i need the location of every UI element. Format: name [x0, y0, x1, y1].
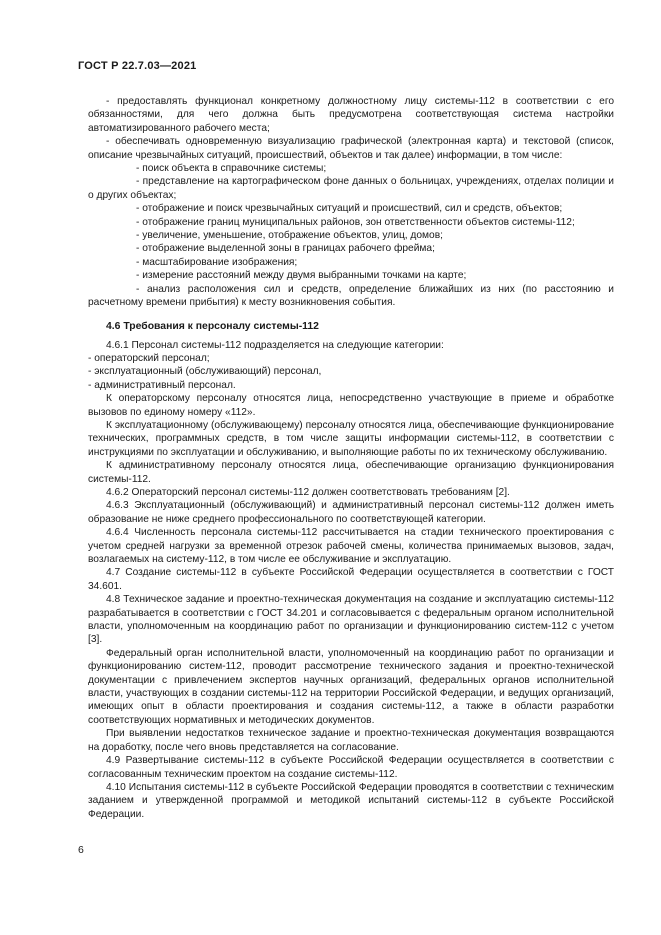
paragraph: - обеспечивать одновременную визуализацию графической (электронная карта) и текстовой (список, описание чрезвычайных ситуаций, происшествий, объектов и так далее) информации, в том числе: [88, 136, 614, 161]
list-item: - представление на картографическом фоне данных о больницах, учреждениях, отделах полиции и о других объектах; [88, 176, 614, 201]
paragraph: 4.8 Техническое задание и проектно-техническая документация на создание и эксплуатацию системы-112 разрабатывается в соответствии с ГОСТ 34.201 и согласовывается с федеральным органом исполнительной власти, уполномоченным на координацию работ по организации и функционированию систем-112 с учетом [3]. [88, 594, 614, 646]
paragraph: Федеральный орган исполнительной власти, уполномоченный на координацию работ по организации и функционированию систем-112, проводит рассмотрение технического задания и проектно-технической документации с привлечением экспертов научных организаций, федеральных органов исполнительной власти, участвующих в создании системы-112 на территории Российской Федерации, и ведущих организаций, имеющих опыт в области проектирования и создания системы-112, а также в области разработки соответствующих нормативных и методических документов. [88, 647, 614, 726]
list-item: - анализ расположения сил и средств, определение ближайших из них (по расстоянию и расчетному времени прибытия) к месту возникновения события. [88, 283, 614, 309]
list-item: - увеличение, уменьшение, отображение объектов, улиц, домов; [136, 230, 443, 242]
section-heading: 4.6 Требования к персоналу системы-112 [106, 320, 319, 332]
paragraph: 4.6.1 Персонал системы-112 подразделяется на следующие категории: [106, 339, 444, 351]
list-item: - отображение выделенной зоны в границах рабочего фрейма; [136, 243, 435, 255]
paragraph: При выявлении недостатков техническое задание и проектно-техническая документация возвращаются на доработку, после чего вновь представляется на согласование. [88, 728, 614, 753]
paragraph: К административному персоналу относятся лица, обеспечивающие организацию функционирования системы-112. [88, 460, 614, 485]
list-item: - административный персонал. [88, 379, 236, 391]
paragraph: 4.6.3 Эксплуатационный (обслуживающий) и административный персонал системы-112 должен иметь образование не ниже среднего профессионального по соответствующей категории. [88, 500, 614, 525]
paragraph: 4.10 Испытания системы-112 в субъекте Российской Федерации проводятся в соответствии с техническим заданием и утвержденной программой и методикой испытаний системы-112 в субъекте Российской Федерации. [88, 781, 614, 820]
paragraph: 4.6.2 Операторский персонал системы-112 должен соответствовать требованиям [2]. [106, 486, 510, 498]
document-body [88, 95, 614, 821]
list-item: - поиск объекта в справочнике системы; [136, 163, 327, 175]
paragraph: 4.9 Развертывание системы-112 в субъекте Российской Федерации осуществляется в соответствии с согласованным техническим проектом на создание системы-112. [88, 755, 614, 780]
list-item: - измерение расстояний между двумя выбранными точками на карте; [136, 270, 467, 282]
paragraph: К операторскому персоналу относятся лица, непосредственно участвующие в приеме и обработке вызовов по единому номеру «112». [88, 393, 614, 418]
page-number: 6 [78, 844, 84, 856]
list-item: - отображение границ муниципальных районов, зон ответственности объектов системы-112; [136, 216, 575, 228]
paragraph: - предоставлять функционал конкретному должностному лицу системы-112 в соответствии с его обязанностями, для чего должна быть предусмотрена соответствующая система настройки автоматизированного рабочего места; [88, 96, 614, 134]
list-item: - эксплуатационный (обслуживающий) персонал, [88, 366, 322, 378]
list-item: - операторский персонал; [88, 352, 210, 364]
list-item: - отображение и поиск чрезвычайных ситуаций и происшествий, сил и средств, объектов; [136, 203, 563, 215]
paragraph: 4.6.4 Численность персонала системы-112 рассчитывается на стадии технического проектирования с учетом средней нагрузки за временной отрезок рабочей смены, количества принимаемых вызовов, задач, возлагаемых на систему-112, в том числе ее обслуживание и эксплуатацию. [88, 527, 614, 565]
document-header: ГОСТ Р 22.7.03—2021 [78, 60, 197, 72]
list-item: - масштабирование изображения; [136, 256, 298, 268]
paragraph: К эксплуатационному (обслуживающему) персоналу относятся лица, обеспечивающие функционирование технических, программных средств, в том числе защиты информации системы-112, в соответствии с инструкциями по эксплуатации и обслуживанию, и выполняющие работы по их техническому обслуживанию. [88, 419, 614, 458]
paragraph: 4.7 Создание системы-112 в субъекте Российской Федерации осуществляется в соответствии с ГОСТ 34.601. [88, 567, 614, 592]
